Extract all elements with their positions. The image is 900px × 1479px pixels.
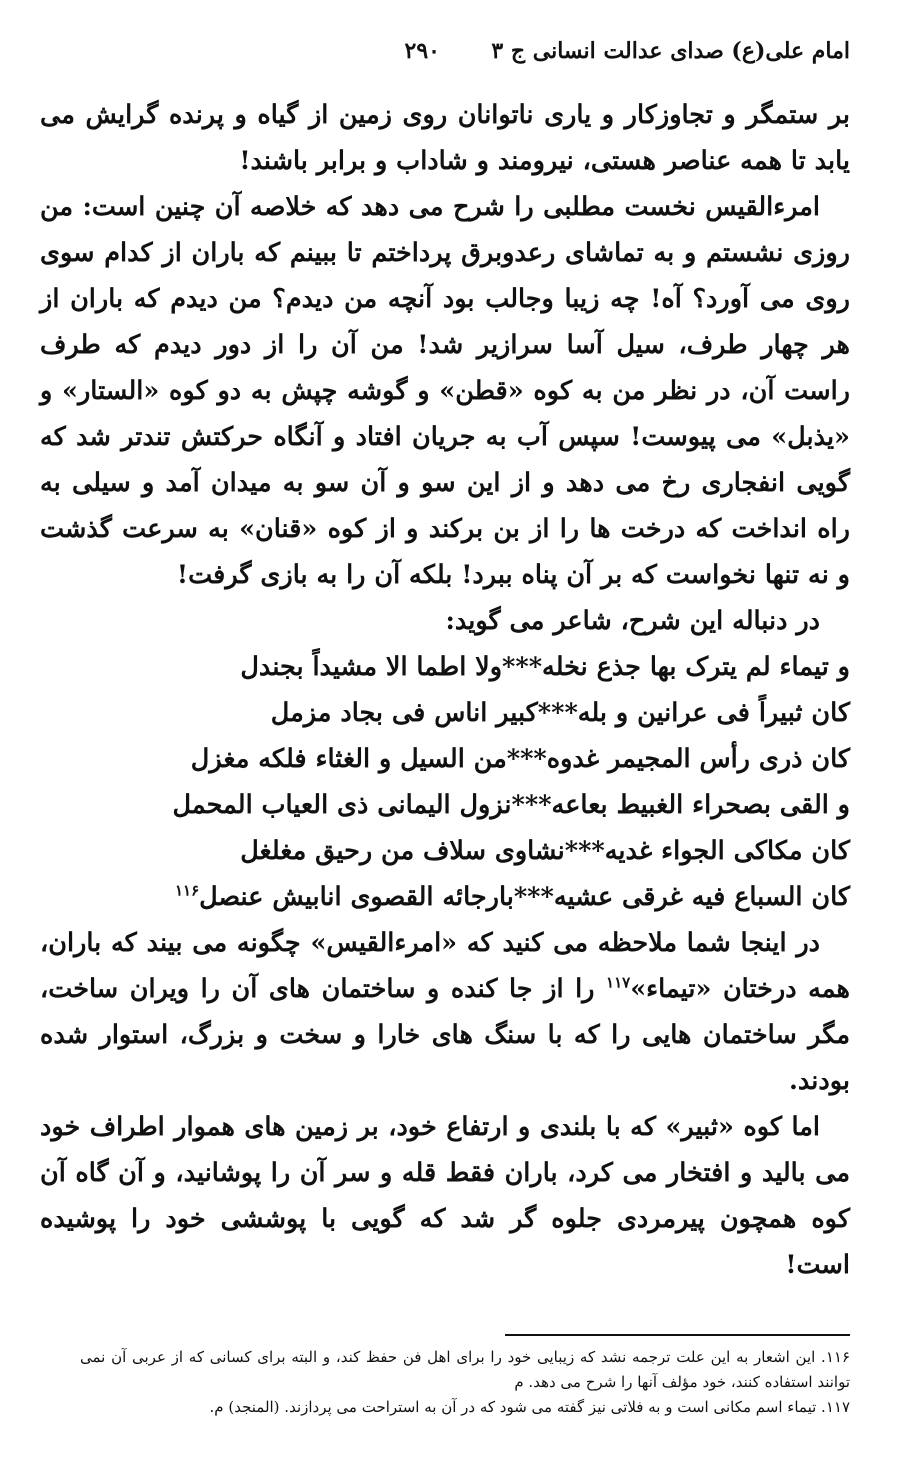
main-text (40, 92, 850, 1288)
verse-line-last (40, 874, 850, 920)
running-title: امام علی(ع) صدای عدالت انسانی ج ۳ (491, 38, 850, 64)
page-number: ۲۹۰ (404, 38, 440, 64)
paragraph-3: در دنباله این شرح، شاعر می گوید: (445, 606, 820, 636)
paragraph-4 (40, 920, 850, 1104)
paragraph-2: امرءالقیس نخست مطلبی را شرح می دهد که خلاصه آن چنین است: من روزی نشستم و به تماشای رعدوبرق پرداختم تا ببینم که باران از کدام سوی روی می آورد؟ آه! چه زیبا وجالب بود آنچه من دیدم؟ من دیدم که باران از هر چهار طرف، سیل آسا سرازیر شد! من آن را از دور دیدم که طرف راست آن، در نظر من به کوه «قطن» و گوشه چپش به دو کوه «الستار» و «یذبل» می پیوست! سپس آب به جریان افتاد و آنگاه حرکتش تندتر شد که گویی انفجاری رخ می دهد و از این سو و آن سو به میدان آمد و سیلی به راه انداخت که درخت ها را از بن برکند و از کوه «قنان» به سرعت گذشت و نه تنها نخواست که بر آن پناه ببرد! بلکه آن را به بازی گرفت! (40, 192, 850, 590)
footnotes (80, 1345, 850, 1420)
paragraph-4-part-a: در اینجا شما ملاحظه می کنید که «امرءالقیس» چگونه می بیند که باران، همه درختان «تیماء» (40, 928, 850, 1004)
verse-text: کان السباع فیه غرقی عشیه***بارجائه القصوی انابیش عنصل (199, 882, 850, 912)
verse-line: و تیماء لم یترک بها جذع نخله***ولا اطما الا مشیداً بجندل (240, 652, 850, 682)
footnote-ref-117: ۱۱۷ (606, 973, 631, 992)
footnote-116: ۱۱۶. این اشعار به این علت ترجمه نشد که زیبایی خود را برای اهل فن حفظ کند، و البته برای کسانی که از عربی آن نمی توانند استفاده کنند، خود مؤلف آنها را شرح می دهد. م (80, 1348, 850, 1391)
paragraph-4-part-b: را از جا کنده و ساختمان های آن را ویران ساخت، مگر ساختمان هایی را که با سنگ های خارا و سخت و بزرگ، استوار شده بودند. (40, 974, 850, 1096)
paragraph-5: اما کوه «ثبیر» که با بلندی و ارتفاع خود، بر زمین های هموار اطراف خود می بالید و افتخار می کرد، باران فقط قله و سر آن را پوشانید، و آن گاه آن کوه همچون پیرمردی جلوه گر شد که گویی با پوششی خود را پوشیده است! (40, 1112, 850, 1280)
footnote-ref-116: ۱۱۶ (174, 881, 200, 900)
poem-verses (40, 644, 850, 920)
verse-line: و القی بصحراء الغبیط بعاعه***نزول الیمانی ذی العیاب المحمل (172, 790, 850, 820)
verse-line: کان ثبیراً فی عرانین و بله***کبیر اناس فی بجاد مزمل (270, 698, 850, 728)
page-header (40, 38, 860, 78)
paragraph-1: بر ستمگر و تجاوزکار و یاری ناتوانان روی زمین از گیاه و پرنده گرایش می یابد تا همه عناصر هستی، نیرومند و شاداب و برابر باشند! (40, 100, 850, 176)
verse-line: کان مکاکی الجواء غدیه***نشاوی سلاف من رحیق مغلغل (240, 836, 850, 866)
footnote-separator (505, 1334, 850, 1336)
verse-line: کان ذری رأس المجیمر غدوه***من السیل و الغثاء فلکه مغزل (190, 744, 850, 774)
footnote-117: ۱۱۷. تیماء اسم مکانی است و به فلاتی نیز گفته می شود که در آن به استراحت می پردازند. (المنجد) م. (209, 1398, 850, 1416)
